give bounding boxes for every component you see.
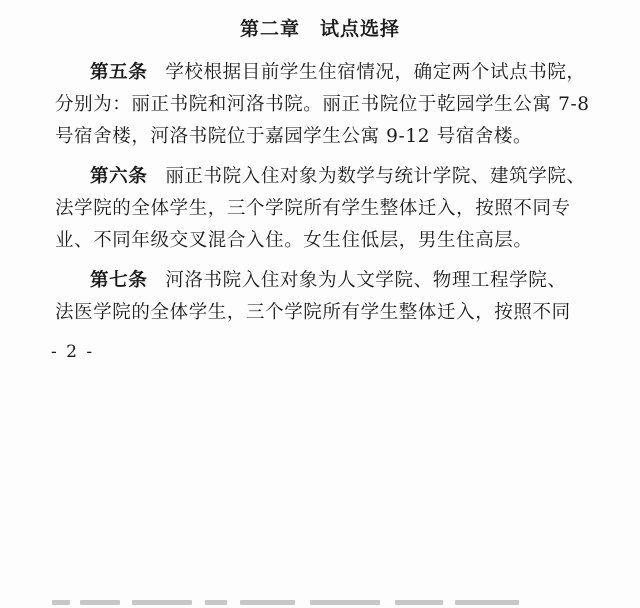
article-5-line-2: 分别为：丽正书院和河洛书院。丽正书院位于乾园学生公寓 7-8: [55, 94, 590, 115]
article-6-line-3: 业、不同年级交叉混合入住。女生住低层，男生住高层。: [55, 230, 533, 251]
article-7-text-1: 河洛书院入住对象为人文学院、物理工程学院、: [165, 270, 567, 291]
article-6-line-1: [90, 164, 603, 190]
article-5-label: 第五条: [90, 62, 148, 83]
article-5-line-3: 号宿舍楼，河洛书院位于嘉园学生公寓 9-12 号宿舍楼。: [55, 126, 533, 147]
article-7-label: 第七条: [90, 270, 148, 291]
page-number: - 2 -: [51, 342, 95, 362]
chapter-title: 第二章 试点选择: [239, 18, 400, 40]
article-7-line-2: 法医学院的全体学生，三个学院所有学生整体迁入，按照不同: [55, 302, 571, 323]
article-6-text-1: 丽正书院入住对象为数学与统计学院、建筑学院、: [165, 166, 586, 187]
article-6-line-2: 法学院的全体学生，三个学院所有学生整体迁入，按照不同专: [55, 198, 571, 219]
article-6-label: 第六条: [90, 166, 148, 187]
article-5-text-1: 学校根据目前学生住宿情况，确定两个试点书院，: [165, 62, 586, 83]
article-7-line-1: [90, 268, 603, 294]
next-page-bleed: [0, 598, 640, 608]
article-5-line-1: [90, 60, 603, 86]
